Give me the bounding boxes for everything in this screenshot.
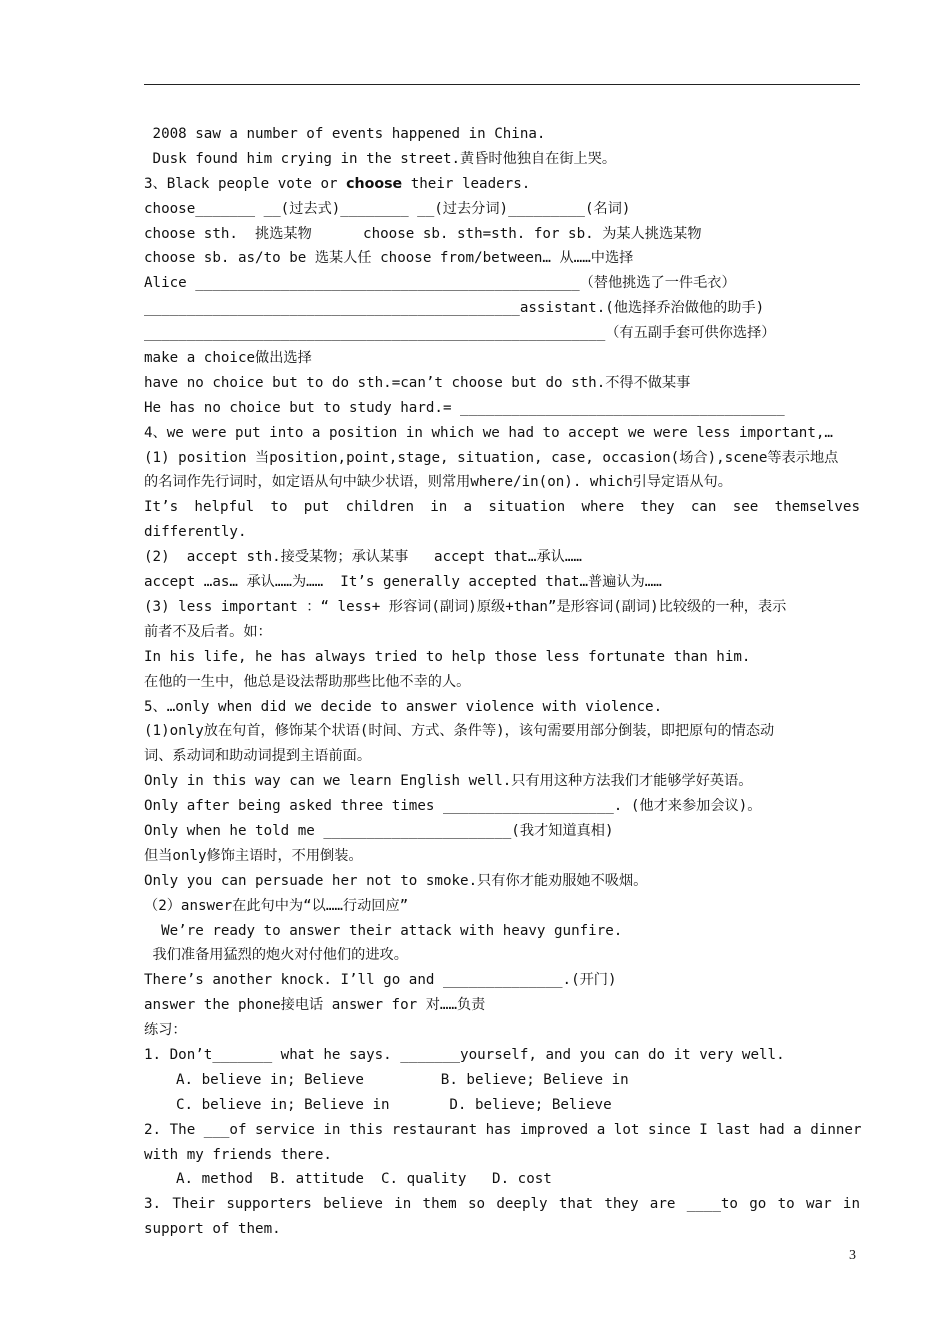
text-line: 4、we were put into a position in which we had to accept we were less important,…: [144, 424, 833, 441]
question-1: 1. Don’t_______ what he says. _______yourself, and you can do it very well.: [144, 1046, 785, 1063]
text-line: 5、…only when did we decide to answer violence with violence.: [144, 698, 663, 715]
text-line: Only you can persuade her not to smoke.只有你才能劝服她不吸烟。: [144, 872, 648, 889]
question-2-options: A. method B. attitude C. quality D. cost: [176, 1171, 552, 1188]
text-segment: 3、Black people vote or: [144, 175, 347, 192]
page-number: 3: [849, 1248, 856, 1263]
text-line: It’s helpful to put children in a situation where they can see themselves: [144, 499, 860, 516]
text-line: Only after being asked three times ____________________. (他才来参加会议)。: [144, 798, 762, 815]
question-1-options-c-d: C. believe in; Believe in D. believe; Believe: [176, 1096, 612, 1113]
header-rule: [144, 84, 860, 85]
text-line: accept …as… 承认……为…… It’s generally accepted that…普遍认为……: [144, 574, 662, 591]
text-line-with-bold: [144, 172, 860, 197]
question-2-continued: with my friends there.: [144, 1146, 332, 1163]
text-line: 2008 saw a number of events happened in China.: [144, 126, 546, 142]
question-2: 2. The ___of service in this restaurant has improved a lot since I last had a dinner: [144, 1121, 862, 1138]
text-line: differently.: [144, 524, 247, 541]
text-line: Only in this way can we learn English well.只有用这种方法我们才能够学好英语。: [144, 773, 753, 790]
text-line: There’s another knock. I’ll go and ______________.(开门): [144, 972, 617, 989]
text-line: (3) less important ：“ less+ 形容词(副词)原级+than”是形容词(副词)比较级的一种，表示: [144, 598, 787, 615]
text-line: (1) position 当position,point,stage, situation, case, occasion(场合),scene等表示地点: [144, 449, 839, 466]
text-line: have no choice but to do sth.=can’t choose but do sth.不得不做某事: [144, 374, 691, 391]
question-3: 3. Their supporters believe in them so deeply that they are ____to go to war in: [144, 1196, 860, 1213]
text-line: choose sth. 挑选某物 choose sb. sth=sth. for sb. 为某人挑选某物: [144, 225, 702, 242]
text-line: Alice _____________________________________________（替他挑选了一件毛衣）: [144, 275, 736, 292]
text-line: (2) accept sth.接受某物；承认某事 accept that…承认……: [144, 549, 582, 566]
text-line: 但当only修饰主语时，不用倒装。: [144, 847, 363, 864]
text-line: Only when he told me ______________________(我才知道真相): [144, 822, 614, 839]
text-line: We’re ready to answer their attack with heavy gunfire.: [144, 922, 623, 939]
question-3-continued: support of them.: [144, 1221, 281, 1238]
text-line: choose sb. as/to be 选某人任 choose from/between… 从……中选择: [144, 250, 634, 267]
text-line: answer the phone接电话 answer for 对……负责: [144, 997, 486, 1014]
section-heading: 练习：: [144, 1022, 187, 1039]
text-line: make a choice做出选择: [144, 350, 312, 367]
bold-word: choose: [346, 175, 403, 192]
text-line: 的名词作先行词时，如定语从句中缺少状语，则常用where/in(on). which引导定语从句。: [144, 474, 732, 491]
text-line: 前者不及后者。如：: [144, 623, 272, 640]
text-line: He has no choice but to study hard.= ______________________________________: [144, 399, 785, 416]
text-line: ______________________________________________________（有五副手套可供你选择）: [144, 325, 776, 342]
text-line: (1)only放在句首，修饰某个状语(时间、方式、条件等)，该句需要用部分倒装，即把原句的情态动: [144, 723, 775, 740]
question-1-options-a-b: A. believe in; Believe B. believe; Believe in: [176, 1071, 629, 1088]
document-body: [144, 122, 860, 1242]
text-line: Dusk found him crying in the street.黄昏时他独自在街上哭。: [144, 150, 617, 167]
text-line: 在他的一生中，他总是设法帮助那些比他不幸的人。: [144, 673, 471, 690]
text-segment: their leaders.: [402, 175, 531, 192]
text-line: （2）answer在此句中为“以……行动回应”: [144, 897, 409, 914]
text-line: ____________________________________________assistant.(他选择乔治做他的助手): [144, 300, 765, 317]
text-line: 词、系动词和助动词提到主语前面。: [144, 748, 372, 765]
text-line: 我们准备用猛烈的炮火对付他们的进攻。: [144, 947, 408, 964]
text-line: In his life, he has always tried to help those less fortunate than him.: [144, 648, 751, 665]
text-line: choose_______ __(过去式)________ __(过去分词)_________(名词): [144, 200, 631, 217]
